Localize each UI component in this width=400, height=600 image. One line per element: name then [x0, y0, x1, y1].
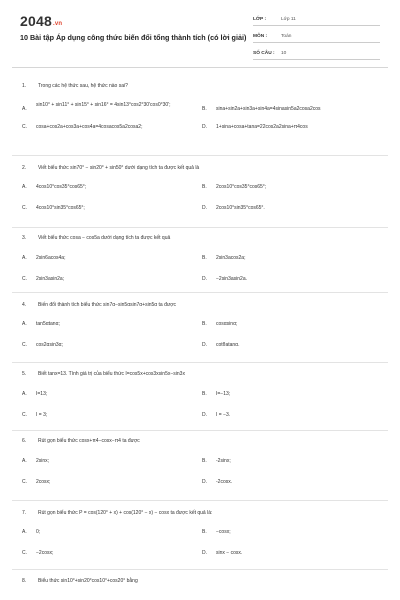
document-title: 10 Bài tập Áp dụng công thức biến đổi tổng thành tích (có lời giải)	[20, 33, 247, 42]
option-b[interactable]	[202, 528, 372, 536]
option-b[interactable]	[202, 390, 372, 398]
option-letter: B.	[202, 106, 207, 112]
option-letter: C.	[22, 412, 27, 418]
option-text: 2sin3asin2a;	[36, 276, 65, 282]
header	[0, 0, 400, 60]
question-head	[22, 301, 382, 309]
option-text: 4cos10°sin35°cos65°;	[36, 205, 85, 211]
option-c[interactable]	[22, 478, 202, 486]
option-c[interactable]	[22, 549, 202, 557]
option-d[interactable]	[202, 478, 372, 486]
option-text: −2sin3asin2a.	[216, 276, 247, 282]
question-number: 5.	[22, 371, 27, 377]
option-row	[22, 390, 382, 398]
option-letter: A.	[22, 321, 27, 327]
meta-box	[253, 13, 380, 64]
option-text: sina+sin2a+sin3a+sin4a=4sinasin5a2cosa2cos	[216, 106, 321, 112]
option-letter: A.	[22, 529, 27, 535]
option-text: I=−13;	[216, 391, 231, 397]
option-letter: A.	[22, 184, 27, 190]
option-row	[22, 411, 382, 419]
option-d[interactable]	[202, 204, 372, 212]
option-text: 0;	[36, 529, 41, 535]
meta-label: SỐ CÂU :	[253, 50, 275, 56]
question-6	[22, 437, 382, 486]
question-head	[22, 437, 382, 445]
question-2	[22, 164, 382, 212]
question-head	[22, 234, 382, 242]
option-row	[22, 549, 382, 557]
question-number: 4.	[22, 302, 27, 308]
option-c[interactable]	[22, 123, 202, 131]
meta-row-class	[253, 13, 380, 26]
option-text: sin10° + sin11° + sin15° + sin16° = 4sin13°cos2°30'cos0°30';	[36, 102, 171, 108]
option-d[interactable]	[202, 549, 372, 557]
option-text: cosαsinα;	[216, 321, 238, 327]
option-text: -2cosx.	[216, 479, 233, 485]
option-letter: C.	[22, 479, 27, 485]
option-b[interactable]	[202, 254, 372, 262]
option-text: 2sin3acos2a;	[216, 255, 246, 261]
option-row	[22, 275, 382, 283]
question-4	[22, 301, 382, 349]
option-letter: C.	[22, 550, 27, 556]
question-separator	[12, 362, 388, 363]
option-text: I = −3.	[216, 412, 231, 418]
option-letter: A.	[22, 458, 27, 464]
question-text: Biết tanx=13. Tính giá trị của biểu thức I=cos5x+cos3xsin5x−sin3x	[38, 371, 185, 377]
option-row	[22, 123, 382, 131]
site-logo[interactable]	[20, 13, 62, 29]
option-letter: D.	[202, 276, 207, 282]
question-text: Viết biểu thức sin70° − sin20° + sin50° dưới dạng tích ta được kết quả là	[38, 165, 200, 171]
option-text: I=13;	[36, 391, 48, 397]
option-letter: D.	[202, 205, 207, 211]
option-letter: C.	[22, 205, 27, 211]
question-separator	[12, 227, 388, 228]
logo-suffix: .vn	[52, 21, 63, 27]
option-d[interactable]	[202, 275, 372, 283]
option-a[interactable]	[22, 528, 202, 536]
option-text: −cosx;	[216, 529, 231, 535]
option-text: -2sinx;	[216, 458, 231, 464]
question-text: Rút gọn biểu thức P = cos(120° + x) + cos(120° − x) − cosx ta được kết quả là:	[38, 510, 213, 516]
option-b[interactable]	[202, 101, 321, 113]
question-number: 1.	[22, 83, 27, 89]
option-text: 2cos10°cos35°cos65°;	[216, 184, 267, 190]
option-b[interactable]	[202, 320, 372, 328]
question-text: Trong các hệ thức sau, hệ thức nào sai?	[38, 83, 128, 89]
option-c[interactable]	[22, 275, 202, 283]
option-row	[22, 101, 382, 113]
option-letter: C.	[22, 276, 27, 282]
option-text: 2cosx;	[36, 479, 51, 485]
option-letter: C.	[22, 342, 27, 348]
option-letter: D.	[202, 342, 207, 348]
question-text: Rút gọn biểu thức cosx+π4−cosx−π4 ta được	[38, 438, 140, 444]
question-separator	[12, 569, 388, 570]
question-separator	[12, 500, 388, 501]
option-letter: D.	[202, 550, 207, 556]
option-text: 2cos10°sin35°cos65°.	[216, 205, 265, 211]
option-letter: B.	[202, 321, 207, 327]
option-a[interactable]	[22, 390, 202, 398]
option-b[interactable]	[202, 457, 372, 465]
option-c[interactable]	[22, 341, 202, 349]
question-separator	[12, 430, 388, 431]
meta-value: Lớp 11	[281, 16, 296, 22]
option-b[interactable]	[202, 183, 372, 191]
question-number: 7.	[22, 510, 27, 516]
option-text: I = 3;	[36, 412, 48, 418]
option-letter: D.	[202, 124, 207, 130]
option-row	[22, 183, 382, 191]
question-number: 2.	[22, 165, 27, 171]
option-a[interactable]	[22, 320, 202, 328]
option-letter: D.	[202, 479, 207, 485]
question-head	[22, 577, 382, 585]
option-letter: B.	[202, 391, 207, 397]
option-letter: B.	[202, 529, 207, 535]
question-number: 8.	[22, 578, 27, 584]
question-head	[22, 82, 382, 90]
option-letter: B.	[202, 184, 207, 190]
option-d[interactable]	[202, 123, 308, 131]
option-letter: C.	[22, 124, 27, 130]
option-d[interactable]	[202, 411, 372, 419]
header-divider	[12, 67, 388, 68]
meta-label: MÔN :	[253, 33, 268, 39]
option-letter: B.	[202, 458, 207, 464]
option-letter: A.	[22, 255, 27, 261]
question-7	[22, 509, 382, 557]
option-text: 2sin6acos4a;	[36, 255, 66, 261]
option-a[interactable]	[22, 254, 202, 262]
option-row	[22, 320, 382, 328]
option-row	[22, 478, 382, 486]
question-text: Viết biểu thức cosa − cos5a dưới dạng tích ta được kết quả	[38, 235, 171, 241]
question-text: Biểu thức sin10°+sin20°cos10°+cos20° bằng	[38, 578, 138, 584]
option-letter: D.	[202, 412, 207, 418]
option-letter: B.	[202, 255, 207, 261]
option-row	[22, 528, 382, 536]
option-row	[22, 204, 382, 212]
option-row	[22, 457, 382, 465]
meta-row-count	[253, 47, 380, 60]
option-letter: A.	[22, 391, 27, 397]
meta-value: 10	[281, 50, 287, 56]
option-text: 4cos10°cos35°cos65°;	[36, 184, 87, 190]
question-text: Biến đổi thành tích biểu thức sin7α−sin5αsin7α+sin5α ta được	[38, 302, 177, 308]
option-text: 1+sina+cosa+tana=22cos2a2sina+π4cos	[216, 124, 308, 130]
option-row	[22, 254, 382, 262]
option-letter: A.	[22, 106, 27, 112]
meta-value: Toán	[281, 33, 292, 39]
question-5	[22, 370, 382, 419]
option-c[interactable]	[22, 204, 202, 212]
meta-label: LỚP :	[253, 16, 267, 22]
option-row	[22, 341, 382, 349]
option-d[interactable]	[202, 341, 372, 349]
question-head	[22, 164, 382, 172]
option-text: tan5αtanα;	[36, 321, 60, 327]
option-text: cosa+cos2a+cos3a+cos4a=4cosacos5a2cosa2;	[36, 124, 143, 130]
question-number: 6.	[22, 438, 27, 444]
option-text: cos2αsin3α;	[36, 342, 63, 348]
logo-text: 2048	[20, 13, 52, 29]
option-c[interactable]	[22, 411, 202, 419]
question-number: 3.	[22, 235, 27, 241]
question-head	[22, 509, 382, 517]
option-a[interactable]	[22, 183, 202, 191]
question-separator	[12, 155, 388, 156]
question-3	[22, 234, 382, 283]
question-1	[22, 82, 382, 131]
option-a[interactable]	[22, 101, 202, 113]
option-text: sinx − cosx.	[216, 550, 243, 556]
question-8	[22, 577, 382, 585]
option-text: 2sinx;	[36, 458, 50, 464]
option-text: −2cosx;	[36, 550, 54, 556]
question-head	[22, 370, 382, 378]
meta-row-subject	[253, 30, 380, 43]
option-text: cotθatanα.	[216, 342, 240, 348]
question-separator	[12, 292, 388, 293]
option-a[interactable]	[22, 457, 202, 465]
